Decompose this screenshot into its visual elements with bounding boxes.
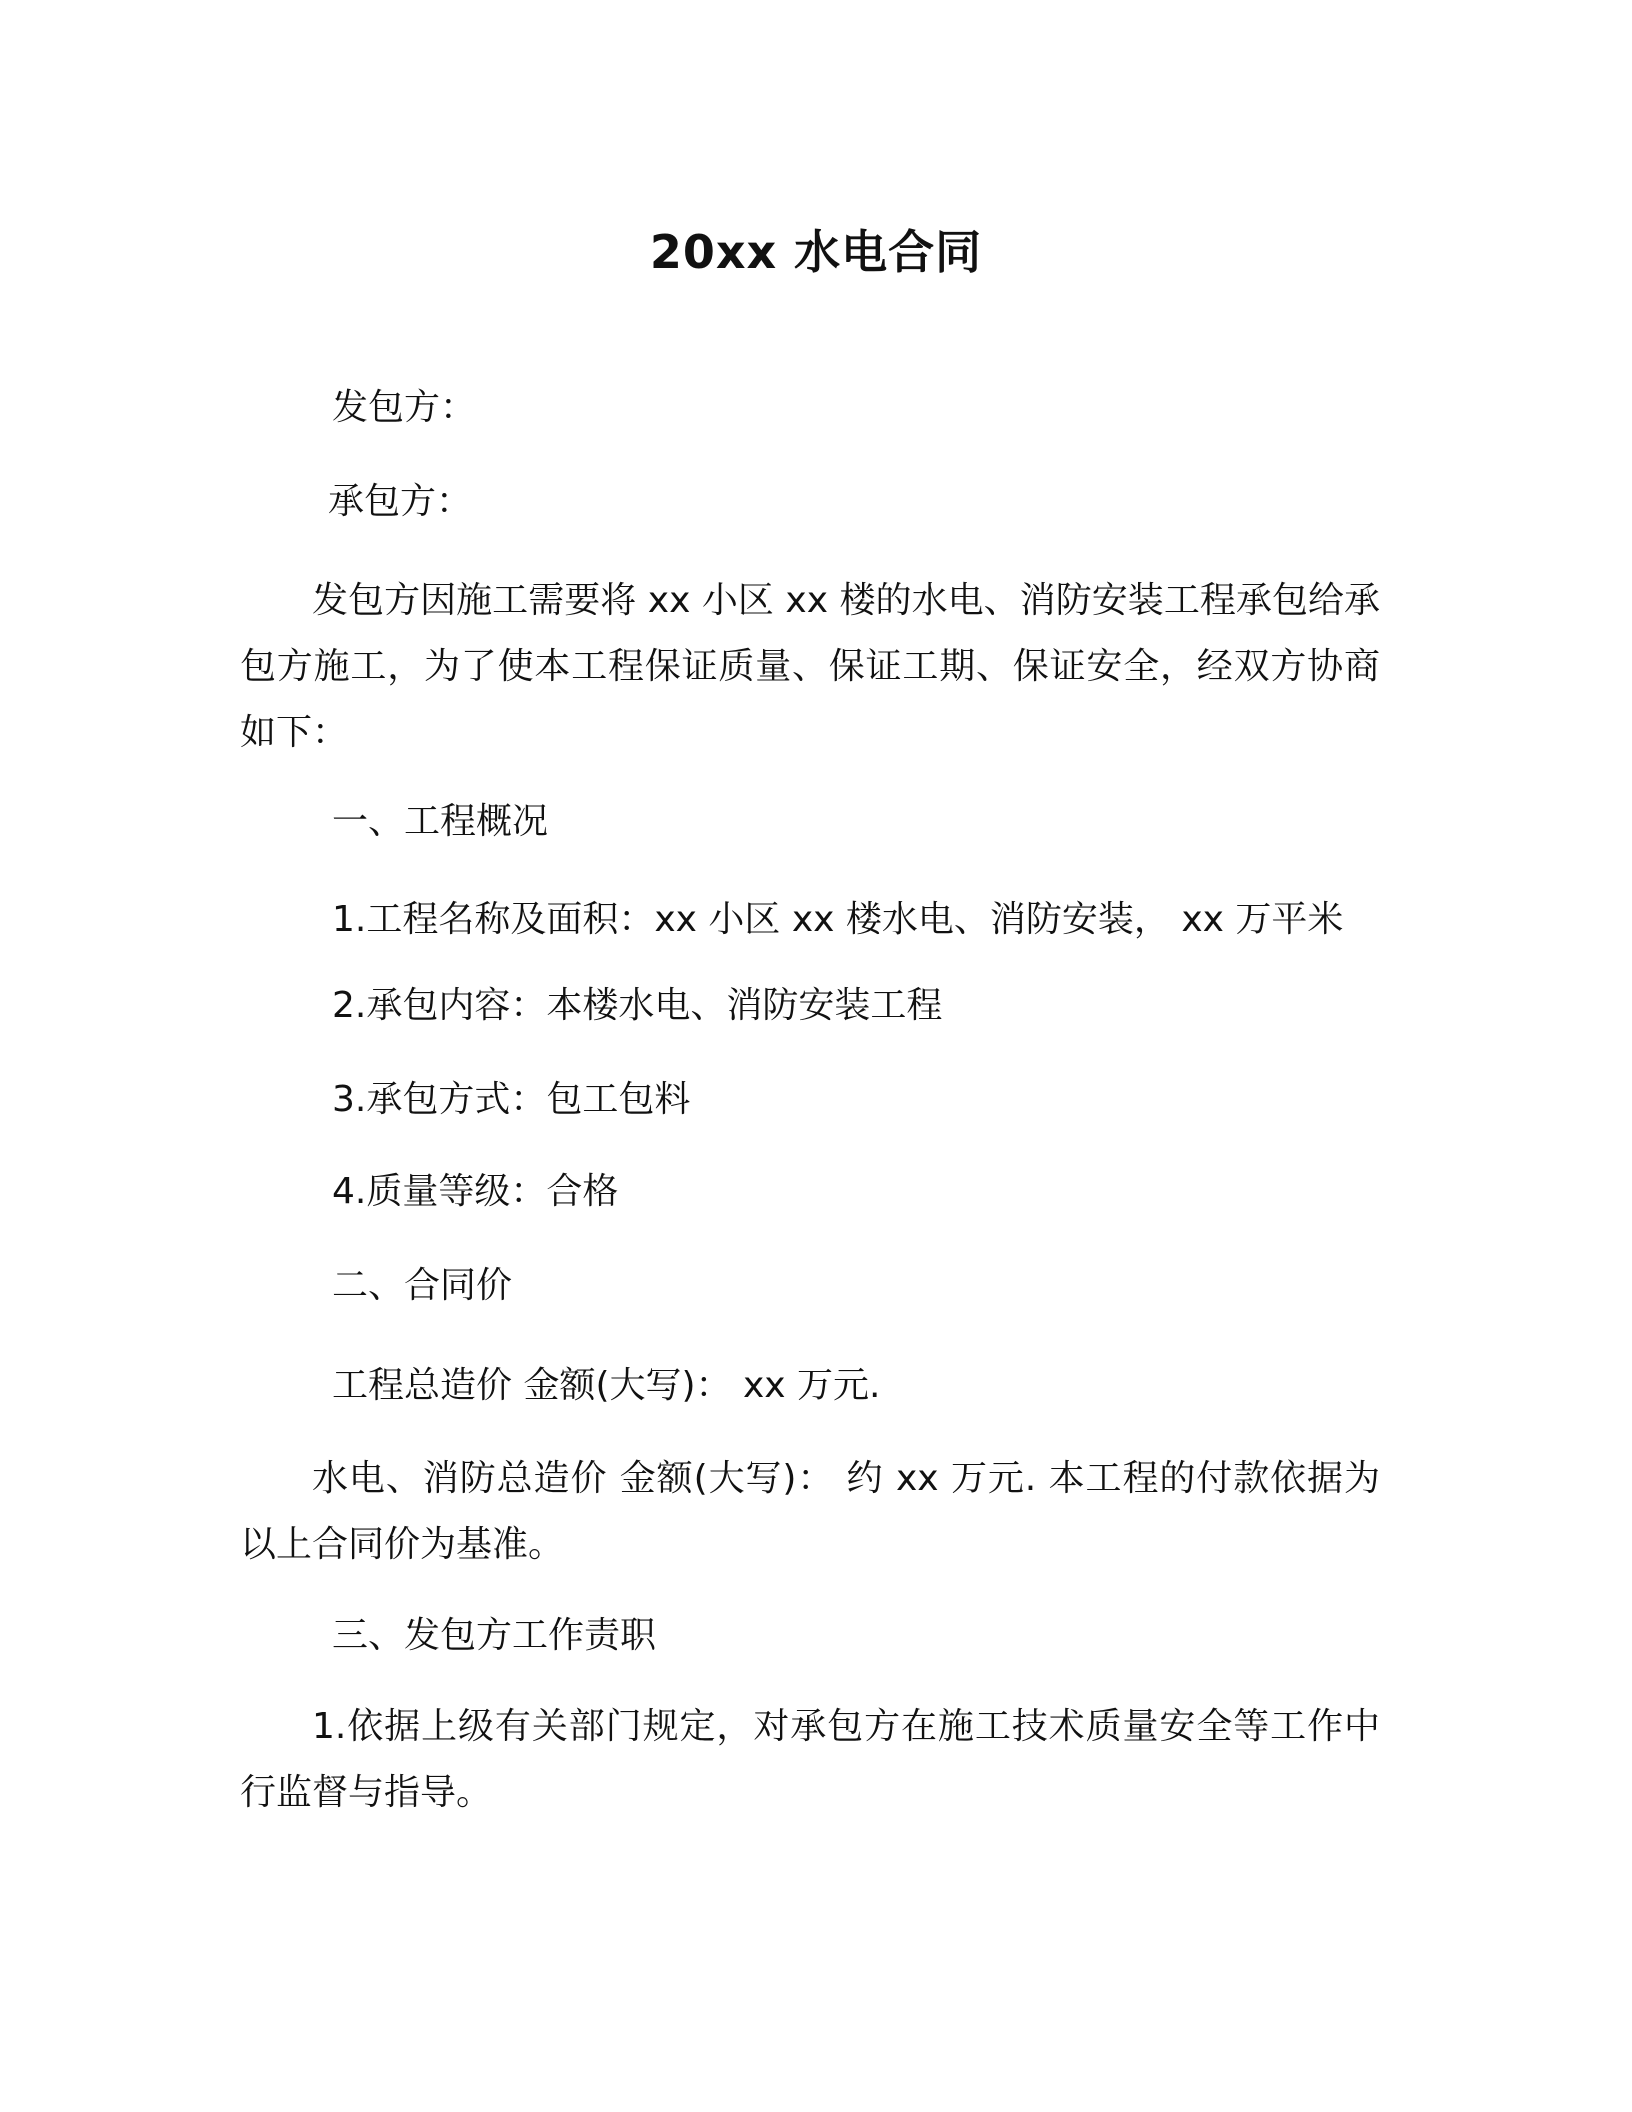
document-title: 20xx 水电合同 <box>649 225 983 279</box>
section1-item-3: 3.承包方式：包工包料 <box>332 1079 691 1120</box>
utility-price-paragraph: 水电、消防总造价 金额(大写)： 约 xx 万元. 本工程的付款依据为以上合同价为基准。 <box>240 1458 1380 1565</box>
section1-item-1: 1.工程名称及面积：xx 小区 xx 楼水电、消防安装， xx 万平米 <box>332 899 1344 940</box>
party-a-label: 发包方： <box>332 387 477 428</box>
section3-heading: 三、发包方工作责职 <box>332 1615 657 1656</box>
total-price-line: 工程总造价 金额(大写)： xx 万元. <box>332 1365 881 1406</box>
section1-item-2: 2.承包内容：本楼水电、消防安装工程 <box>332 985 943 1026</box>
section1-item-4: 4.质量等级：合格 <box>332 1171 619 1212</box>
section3-item-1: 1.依据上级有关部门规定，对承包方在施工技术质量安全等工作中 行监督与指导。 <box>240 1706 1380 1813</box>
intro-paragraph: 发包方因施工需要将 xx 小区 xx 楼的水电、消防安装工程承包给承包方施工，为了使本工程保证质量、保证工期、保证安全，经双方协商如下： <box>240 580 1380 753</box>
party-b-label: 承包方： <box>328 481 473 522</box>
section2-heading: 二、合同价 <box>332 1265 513 1306</box>
section1-heading: 一、工程概况 <box>332 801 549 842</box>
